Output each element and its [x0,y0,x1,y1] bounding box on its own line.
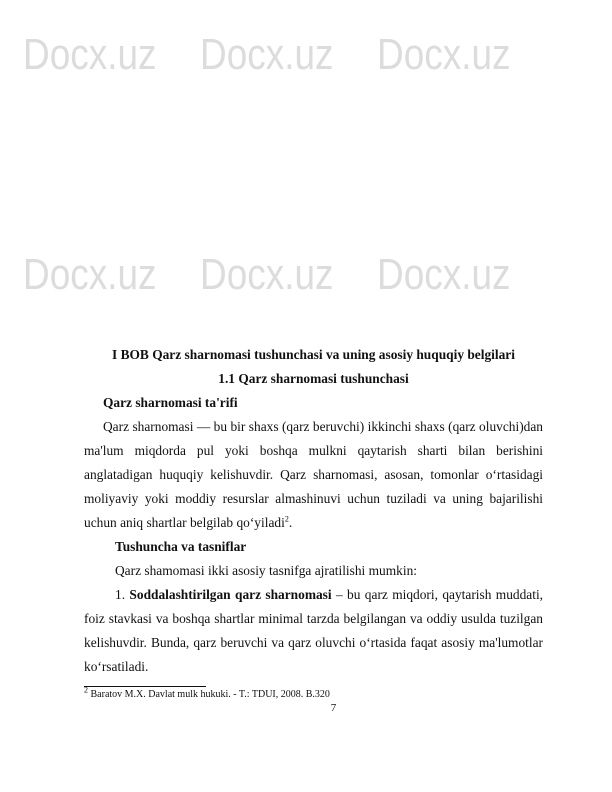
watermark: Docx.uz [200,250,334,299]
watermark: Docx.uz [377,250,511,299]
footnote [84,685,543,701]
section-heading: 1.1 Qarz sharnomasi tushunchasi [218,371,409,386]
watermark: Docx.uz [200,30,334,79]
footnote-number: 2 [84,685,88,695]
footnote-divider [84,686,206,687]
classification-intro: Qarz shamomasi ikki asosiy tasnifga ajratilishi mumkin: [115,563,417,578]
list-term: Soddalashtirilgan qarz sharnomasi [129,587,332,602]
footnote-reference[interactable]: 2 [284,514,289,524]
footnote-text: Baratov M.X. Davlat mulk hukuki. - T.: TDUI, 2008. B.320 [88,689,330,700]
subsection-title: Qarz sharnomasi ta'rifi [103,395,238,410]
subsection-title: Tushuncha va tasniflar [115,539,247,554]
watermark: Docx.uz [23,30,157,79]
page-number: 7 [330,702,337,714]
list-text: – bu qarz miqdori, qaytarish muddati, foiz stavkasi va boshqa shartlar minimal tarzda belgilangan va oddiy usulda tuzilgan kelishuvdir. Bunda, qarz beruvchi va qarz oluvchi o‘rtasida faqat asosiy ma'lumotlar ko‘rsatiladi. [84,587,544,674]
watermark: Docx.uz [377,30,511,79]
list-number: 1. [115,587,126,602]
page-content [84,343,543,715]
list-item [84,583,543,679]
watermark: Docx.uz [23,250,157,299]
definition-text: Qarz sharnomasi — bu bir shaxs (qarz beruvchi) ikkinchi shaxs (qarz oluvchi)dan ma'lum miqdorda pul yoki boshqa mulkni qaytarish sharti bilan berishini anglatadigan huquqiy kelishuvdir. Qarz sharnomasi, asosan, tomonlar o‘rtasidagi moliyaviy yoki moddiy resurslar almashinuvi uchun tuziladi va uning bajarilishi uchun aniq shartlar belgilab qo‘yiladi [84,419,543,530]
chapter-heading: I BOB Qarz sharnomasi tushunchasi va uning asosiy huquqiy belgilari [112,347,515,362]
definition-paragraph: Qarz sharnomasi — bu bir shaxs (qarz beruvchi) ikkinchi shaxs (qarz oluvchi)dan ma'lum miqdorda pul yoki boshqa mulkni qaytarish sharti bilan berishini anglatadigan huquqiy kelishuvdir. Qarz sharnomasi, asosan, tomonlar o‘rtasidagi moliyaviy yoki moddiy resurslar almashinuvi uchun tuziladi va uning bajarilishi uchun aniq shartlar belgilab qo‘yiladi$^2$. [84,419,543,530]
